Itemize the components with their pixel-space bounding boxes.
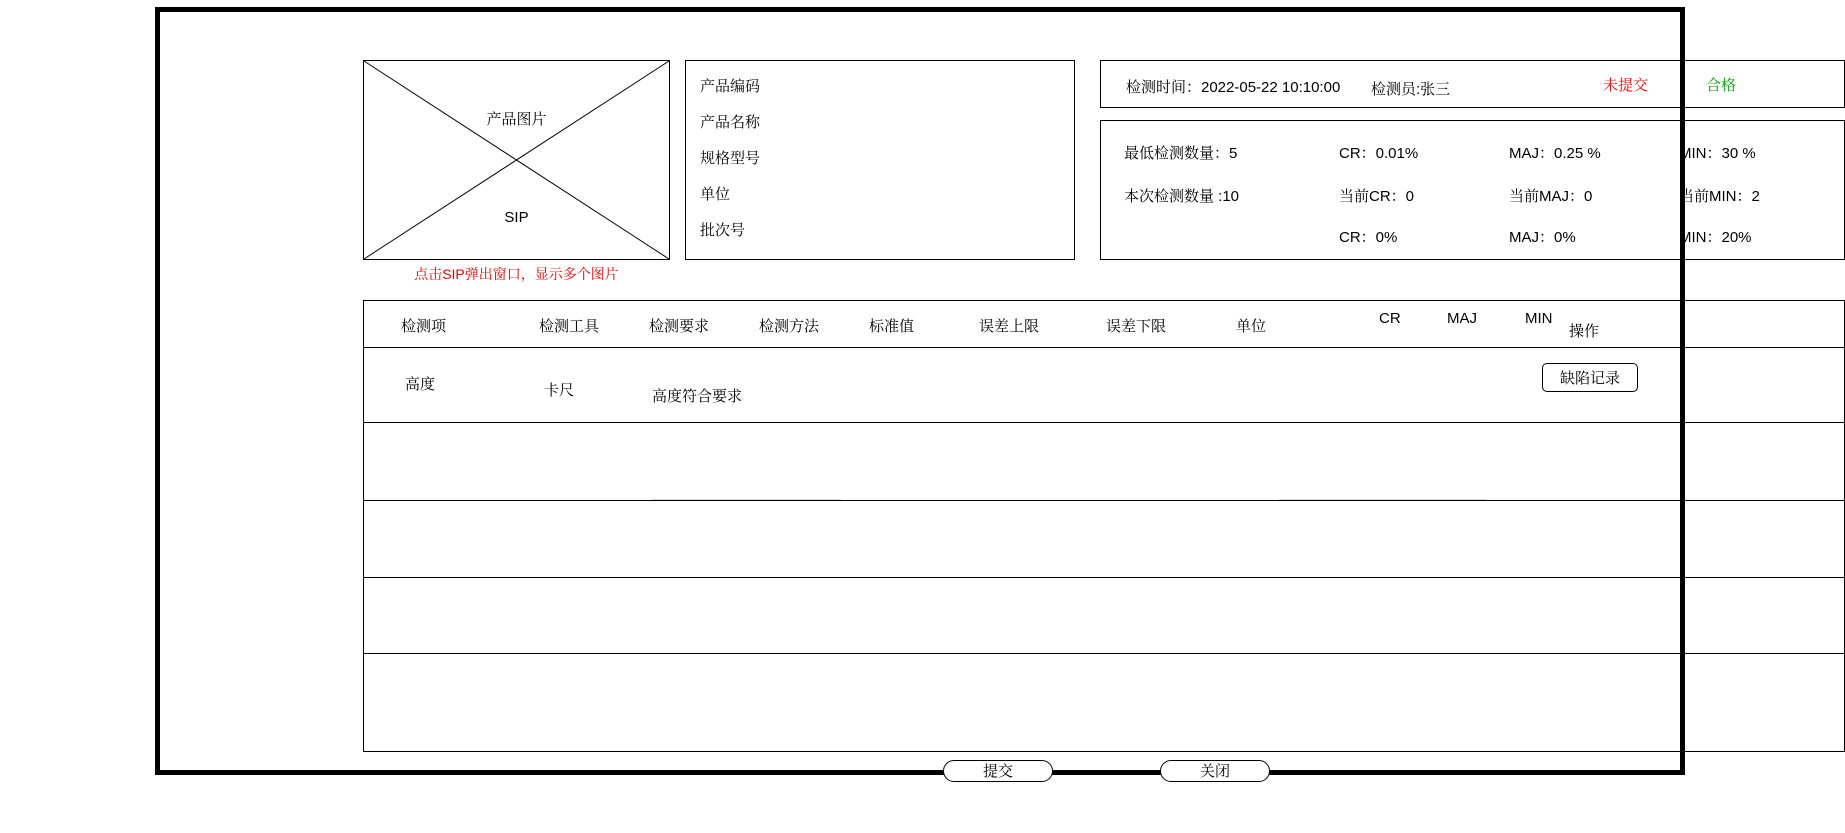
row-separator-faint xyxy=(651,499,841,500)
defect-record-button[interactable]: 缺陷记录 xyxy=(1542,363,1638,392)
field-spec-model: 规格型号 xyxy=(700,150,761,167)
column-header-lower-limit: 误差下限 xyxy=(1106,318,1167,335)
current-quantity-label: 本次检测数量 :10 xyxy=(1124,188,1240,205)
min-standard-label: MIN：30 % xyxy=(1679,145,1756,162)
cr-standard-label: CR：0.01% xyxy=(1339,145,1419,162)
table-row[interactable] xyxy=(364,423,1844,501)
inspection-stats-panel xyxy=(1100,120,1845,260)
dialog-window xyxy=(155,7,1760,780)
column-header-maj: MAJ xyxy=(1447,310,1477,327)
maj-current-label: 当前MAJ：0 xyxy=(1509,188,1593,205)
close-button[interactable]: 关闭 xyxy=(1160,760,1270,782)
column-header-tool: 检测工具 xyxy=(539,318,600,335)
cell-tool: 卡尺 xyxy=(544,382,575,399)
table-row[interactable] xyxy=(364,348,1844,423)
min-current-label: 当前MIN：2 xyxy=(1679,188,1760,205)
product-fields-panel xyxy=(685,60,1075,260)
sip-hint-text: 点击SIP弹出窗口，显示多个图片 xyxy=(414,266,619,282)
field-unit: 单位 xyxy=(700,186,731,203)
table-row[interactable] xyxy=(364,578,1844,654)
status-badge-unsubmitted: 未提交 xyxy=(1603,77,1649,94)
product-image-label: 产品图片 xyxy=(486,111,547,128)
sip-link[interactable]: SIP xyxy=(504,209,529,226)
table-row[interactable] xyxy=(364,501,1844,578)
inspection-time-label: 检测时间：2022-05-22 10:10:00 xyxy=(1126,79,1341,96)
table-row[interactable] xyxy=(364,654,1844,731)
column-header-standard: 标准值 xyxy=(869,318,915,335)
inspection-header-panel xyxy=(1100,60,1845,108)
maj-standard-label: MAJ：0.25 % xyxy=(1509,145,1601,162)
status-badge-result: 合格 xyxy=(1706,77,1737,94)
column-header-method: 检测方法 xyxy=(759,318,820,335)
cr-percent-label: CR：0% xyxy=(1339,229,1398,246)
cell-requirement: 高度符合要求 xyxy=(652,388,743,405)
table-header-row xyxy=(364,301,1844,348)
cell-item: 高度 xyxy=(405,376,436,393)
submit-button[interactable]: 提交 xyxy=(943,760,1053,782)
column-header-cr: CR xyxy=(1379,310,1401,327)
min-percent-label: MIN：20% xyxy=(1679,229,1752,246)
image-placeholder-cross-icon xyxy=(364,61,669,259)
column-header-action: 操作 xyxy=(1569,323,1600,340)
column-header-requirement: 检测要求 xyxy=(649,318,710,335)
field-batch-no: 批次号 xyxy=(700,222,746,239)
inspector-label: 检测员:张三 xyxy=(1371,81,1451,98)
cr-current-label: 当前CR：0 xyxy=(1339,188,1415,205)
field-product-code: 产品编码 xyxy=(700,78,761,95)
field-product-name: 产品名称 xyxy=(700,114,761,131)
maj-percent-label: MAJ：0% xyxy=(1509,229,1576,246)
column-header-unit: 单位 xyxy=(1236,318,1267,335)
row-separator-faint xyxy=(1279,499,1487,500)
min-quantity-label: 最低检测数量：5 xyxy=(1124,145,1238,162)
column-header-upper-limit: 误差上限 xyxy=(979,318,1040,335)
column-header-item: 检测项 xyxy=(401,318,447,335)
column-header-min: MIN xyxy=(1525,310,1553,327)
inspection-items-table xyxy=(363,300,1845,752)
product-image-placeholder[interactable] xyxy=(363,60,670,282)
